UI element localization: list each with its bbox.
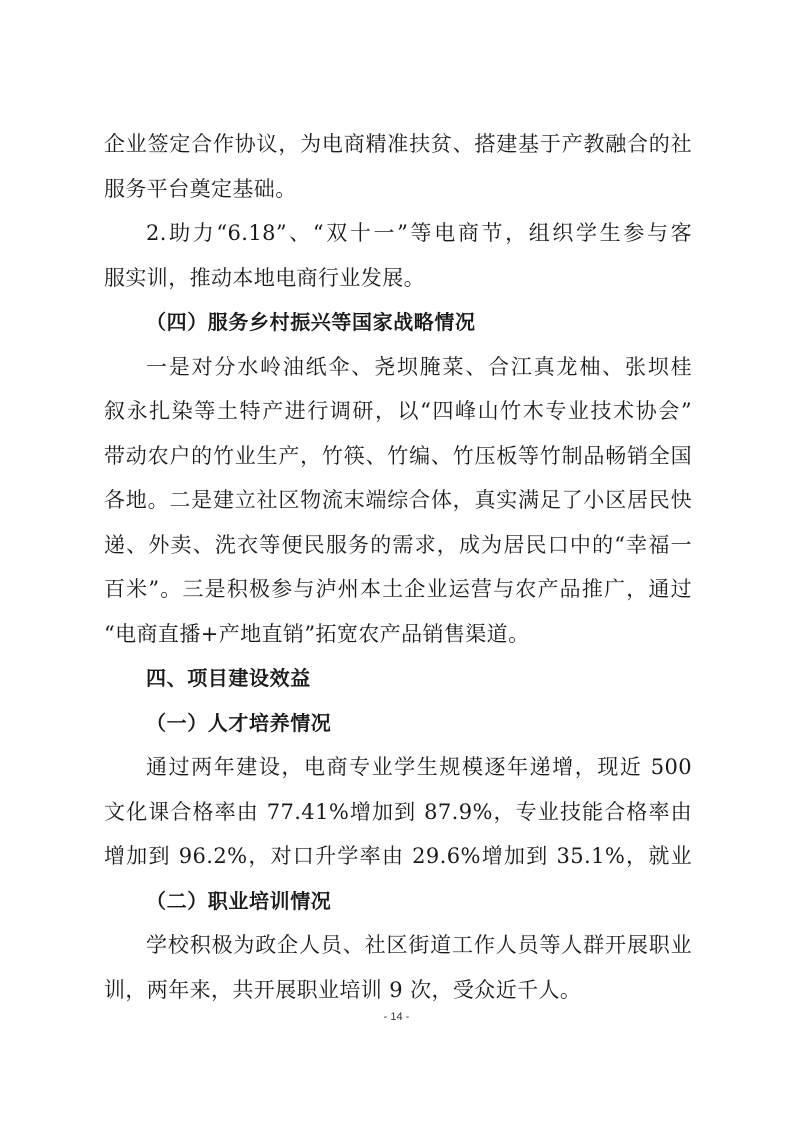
paragraph-line: 2.助力“6.18”、“双十一”等电商节，组织学生参与客 [146,221,692,245]
paragraph-line: 通过两年建设，电商专业学生规模逐年递增，现近 500 [146,755,692,779]
paragraph-rural-revitalization [104,345,692,657]
heading-rural-revitalization: （四）服务乡村振兴等国家战略情况 [146,310,476,334]
paragraph-line: 训，两年来，共开展职业培训 9 次，受众近千人。 [104,977,582,1002]
heading-vocational-training: （二）职业培训情况 [146,888,332,913]
paragraph-line: 带动农户的竹业生产，竹筷、竹编、竹压板等竹制品畅销全国 [104,443,692,468]
paragraph-line: 学校积极为政企人员、社区街道工作人员等人群开展职业 [146,933,692,957]
page-number: - 14 - [383,1011,410,1023]
paragraph-line: 一是对分水岭油纸伞、尧坝腌菜、合江真龙柚、张坝桂 [146,354,692,379]
paragraph-line: 递、外卖、洗衣等便民服务的需求，成为居民口中的“幸福一 [104,532,692,557]
paragraph-ecommerce-festival [104,211,692,300]
section-heading-project-benefits: 四、项目建设效益 [146,666,311,690]
paragraph-line: 企业签定合作协议，为电商精准扶贫、搭建基于产教融合的社 [104,132,692,156]
paragraph-line: 服务平台奠定基础。 [104,176,297,201]
paragraph-cooperation [104,122,692,211]
paragraph-line: “电商直播+产地直销”拓宽农产品销售渠道。 [104,621,530,646]
paragraph-line: 服实训，推动本地电商行业发展。 [104,265,425,290]
paragraph-line: 百米”。三是积极参与泸州本土企业运营与农产品推广，通过 [104,577,692,601]
paragraph-line: 叙永扎染等土特产进行调研，以“四峰山竹木专业技术协会” [104,399,692,423]
paragraph-talent-cultivation [104,745,692,879]
heading-talent-cultivation: （一）人才培养情况 [146,710,332,735]
page-content [104,122,692,1012]
paragraph-line: 文化课合格率由 77.41%增加到 87.9%，专业技能合格率由 [104,799,692,824]
paragraph-line: 各地。二是建立社区物流末端综合体，真实满足了小区居民快 [104,488,692,512]
paragraph-vocational-training [104,923,692,1012]
paragraph-line: 增加到 96.2%，对口升学率由 29.6%增加到 35.1%，就业 [104,844,692,868]
